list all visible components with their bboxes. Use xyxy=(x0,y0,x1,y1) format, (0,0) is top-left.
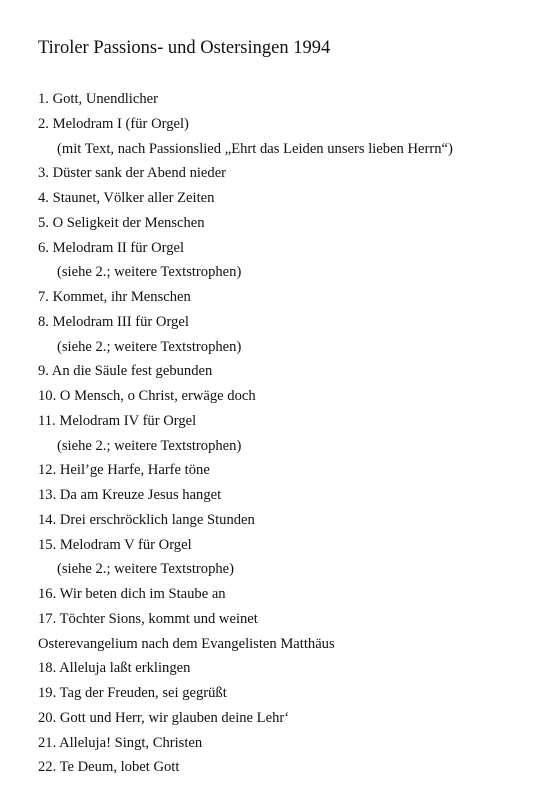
list-item: 1. Gott, Unendlicher xyxy=(38,91,158,107)
list-item: 10. O Mensch, o Christ, erwäge doch xyxy=(38,388,256,404)
list-item: 5. O Seligkeit der Menschen xyxy=(38,214,205,231)
list-item: 13. Da am Kreuze Jesus hanget xyxy=(38,487,222,503)
list-item-note: (mit Text, nach Passionslied „Ehrt das Leiden unsers lieben Herrn“) xyxy=(57,140,453,157)
list-item-note: (siehe 2.; weitere Textstrophe) xyxy=(57,561,235,578)
list-item: 6. Melodram II für Orgel xyxy=(38,239,185,256)
list-item: 17. Töchter Sions, kommt und weinet xyxy=(38,610,258,627)
list-item: 16. Wir beten dich im Staube an xyxy=(38,586,226,602)
list-item-note: (siehe 2.; weitere Textstrophen) xyxy=(57,338,242,355)
list-item: 22. Te Deum, lobet Gott xyxy=(38,759,180,776)
list-item: 8. Melodram III für Orgel xyxy=(38,313,189,330)
program-list xyxy=(38,87,453,780)
list-item: 7. Kommet, ihr Menschen xyxy=(38,289,191,305)
list-item: 9. An die Säule fest gebunden xyxy=(38,363,213,380)
list-item: 2. Melodram I (für Orgel) xyxy=(38,115,189,132)
list-item-note: (siehe 2.; weitere Textstrophen) xyxy=(57,437,242,454)
list-item: 18. Alleluja laßt erklingen xyxy=(38,660,191,677)
list-item: 12. Heil’ge Harfe, Harfe töne xyxy=(38,462,210,479)
section-heading: Osterevangelium nach dem Evangelisten Matthäus xyxy=(38,635,335,652)
list-item: 11. Melodram IV für Orgel xyxy=(38,412,197,429)
list-item: 19. Tag der Freuden, sei gegrüßt xyxy=(38,685,227,701)
list-item: 14. Drei erschröcklich lange Stunden xyxy=(38,511,255,528)
list-item: 21. Alleluja! Singt, Christen xyxy=(38,734,203,751)
list-item: 3. Düster sank der Abend nieder xyxy=(38,165,227,182)
list-item-note: (siehe 2.; weitere Textstrophen) xyxy=(57,264,242,281)
list-item: 4. Staunet, Völker aller Zeiten xyxy=(38,190,215,206)
list-item: 20. Gott und Herr, wir glauben deine Lehr‘ xyxy=(38,709,290,726)
list-item: 15. Melodram V für Orgel xyxy=(38,536,192,553)
document-title: Tiroler Passions- und Ostersingen 1994 xyxy=(38,38,331,58)
